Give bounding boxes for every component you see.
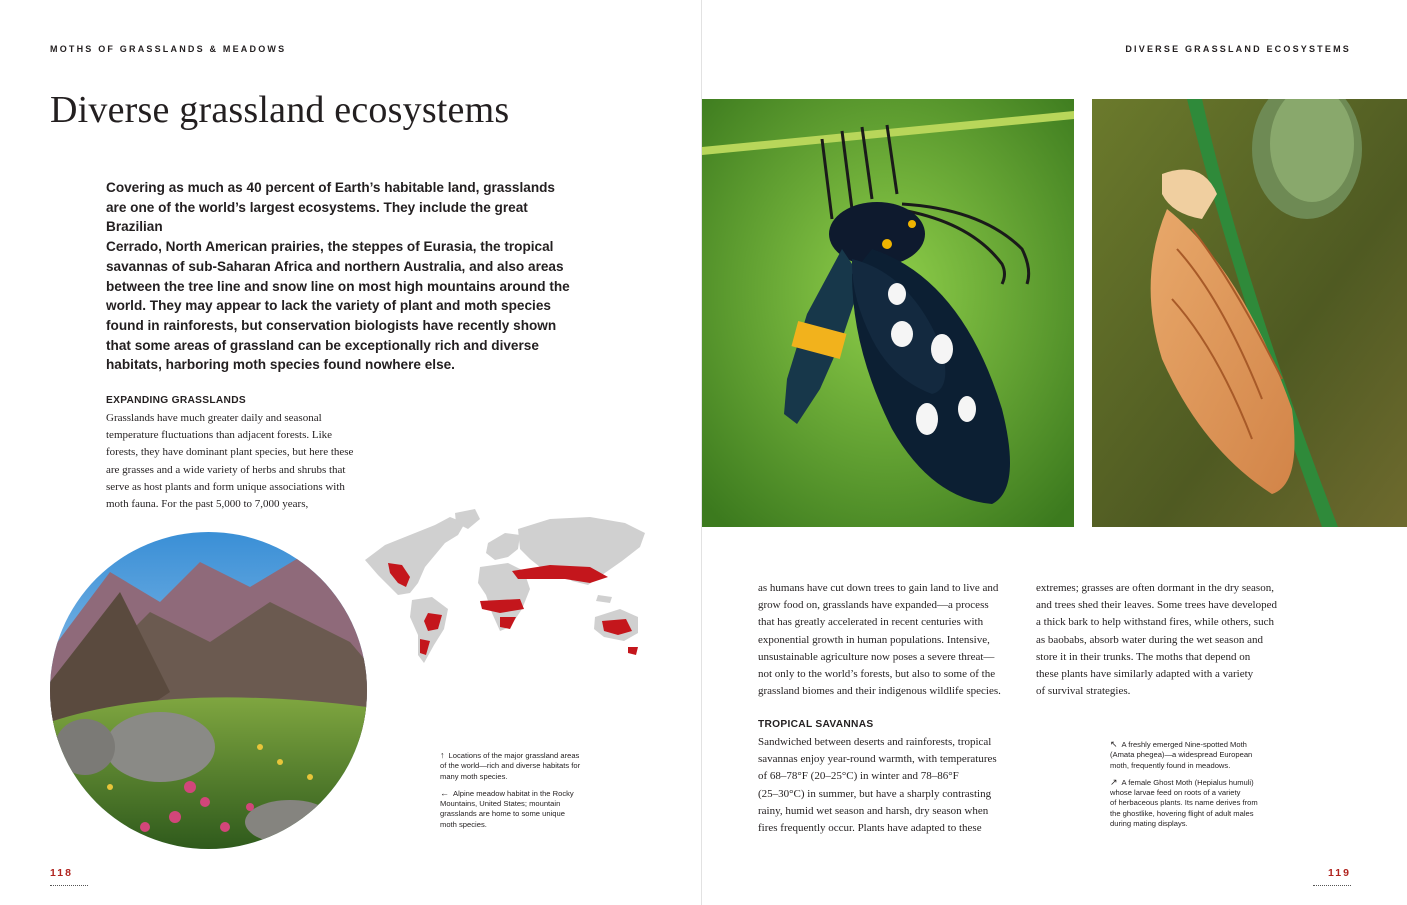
body-line: grassland biomes and their indigenous wildlife species. [758,685,1001,698]
body-line: (25–30°C) in summer, but have a sharply contrasting [758,787,992,800]
map-landmass [365,509,645,663]
running-head-left: MOTHS OF GRASSLANDS & MEADOWS [50,44,287,54]
ghost-moth-illustration [1092,99,1407,527]
alpine-meadow-illustration [50,532,367,849]
arrow-up-right-icon: ↗ [1110,776,1118,787]
arrow-up-left-icon: ↖ [1110,739,1118,749]
body-line: extremes; grasses are often dormant in the dry season, [1036,582,1274,594]
caption-line: of herbaceous plants. Its name derives from [1110,798,1258,808]
alpine-meadow-photo [50,532,367,849]
caption-line: Mountains, United States; mountain [440,799,561,809]
body-line: fires frequently occur. Plants have adapted to these [758,822,982,835]
body-line: serve as host plants and form unique associations with [106,480,345,493]
page-title: Diverse grassland ecosystems [50,89,510,131]
world-grassland-map [340,505,658,665]
intro-line: found in rainforests, but conservation biologists have recently shown [106,317,557,333]
intro-line: are one of the world’s largest ecosystems. They include the great Brazilian [106,199,528,235]
intro-line: world. They may appear to lack the variety of plant and moth species [106,298,551,314]
subhead-tropical-savannas: TROPICAL SAVANNAS [758,719,874,730]
running-head-right: DIVERSE GRASSLAND ECOSYSTEMS [1125,44,1351,54]
folio-rule-left [50,885,88,886]
caption-meadow [440,788,615,830]
caption-line: grasslands are home to some unique [440,809,565,819]
body-line: savannas enjoy year-round warmth, with temperatures [758,753,997,766]
body-line: of 68–78°F (20–25°C) in winter and 78–86°F [758,770,959,783]
body-line: forests, they have dominant plant species, but here these [106,446,354,459]
body-line: store it in their trunks. The moths that depend on [1036,650,1251,663]
arrow-left-icon: ← [440,787,449,798]
body-text-right-col1 [758,580,1023,700]
caption-line: A freshly emerged Nine-spotted Moth [1121,740,1247,749]
body-line: Grasslands have much greater daily and seasonal [106,412,322,424]
caption-line: (Amata phegea)—a widespread European [1110,750,1253,760]
left-page [0,0,702,905]
page-number-right: 119 [1328,867,1351,879]
body-text-right-col1b [758,734,1023,837]
caption-line: of the world—rich and diverse habitats for [440,761,581,771]
body-line: that has greatly accelerated in recent centuries with [758,616,984,629]
captions-right [1110,739,1295,835]
intro-line: habitats, harboring moth species found nowhere else. [106,357,455,373]
body-text-left [106,410,376,513]
ghost-moth-photo [1092,99,1407,527]
caption-map [440,750,615,782]
caption-nine-spotted [1110,739,1295,771]
intro-line: Covering as much as 40 percent of Earth’s habitable land, grasslands [106,180,555,195]
caption-line: during mating displays. [1110,819,1188,829]
nine-spotted-moth-photo [702,99,1074,527]
caption-line: moth species. [440,819,487,829]
body-line: exponential growth in human populations. Intensive, [758,633,990,646]
intro-line: savannas of sub-Saharan Africa and northern Australia, and also areas [106,258,564,274]
body-line: rainy, humid wet season and harsh, dry season when [758,804,989,817]
body-line: moth fauna. For the past 5,000 to 7,000 years, [106,498,309,511]
caption-ghost-moth [1110,777,1295,829]
body-line: not only to the world’s forests, but also to some of the [758,668,996,681]
page-number-left: 118 [50,867,73,879]
intro-line: Cerrado, North American prairies, the steppes of Eurasia, the tropical [106,239,554,255]
caption-line: moth, frequently found in meadows. [1110,760,1231,770]
caption-line: many moth species. [440,771,508,781]
folio-rule-right [1313,885,1351,886]
caption-line: the ghostlike, hovering flight of adult males [1110,808,1254,818]
body-line: as humans have cut down trees to gain land to live and [758,582,999,594]
body-line: temperature fluctuations than adjacent forests. Like [106,429,333,442]
intro-line: between the tree line and snow line on most high mountains around the [106,278,570,294]
body-line: of survival strategies. [1036,685,1131,698]
body-line: and trees shed their leaves. Some trees have developed [1036,599,1277,612]
caption-line: A female Ghost Moth (Hepialus humuli) [1121,777,1254,787]
body-line: grow food on, grasslands have expanded—a process [758,599,989,612]
body-line: a thick bark to help withstand fires, while others, such [1036,616,1274,629]
subhead-expanding-grasslands: EXPANDING GRASSLANDS [106,395,246,406]
body-line: Sandwiched between deserts and rainforests, tropical [758,736,992,748]
body-line: these plants have similarly adapted with a variety [1036,668,1254,681]
body-line: unsustainable agriculture now poses a severe threat— [758,650,995,663]
caption-line: whose larvae feed on roots of a variety [1110,788,1241,798]
intro-paragraph [106,178,582,375]
caption-line: Locations of the major grassland areas [448,751,580,760]
body-line: are grasses and a wide variety of herbs and shrubs that [106,463,346,476]
captions-left [440,750,615,836]
nine-spotted-moth-illustration [702,99,1074,527]
arrow-up-icon: ↑ [440,750,445,760]
right-page [702,0,1407,905]
body-text-right-col2 [1036,580,1301,700]
body-line: as baobabs, absorb water during the wet season and [1036,633,1263,646]
caption-line: Alpine meadow habitat in the Rocky [453,788,574,798]
intro-line: that some areas of grassland can be exceptionally rich and diverse [106,337,539,353]
